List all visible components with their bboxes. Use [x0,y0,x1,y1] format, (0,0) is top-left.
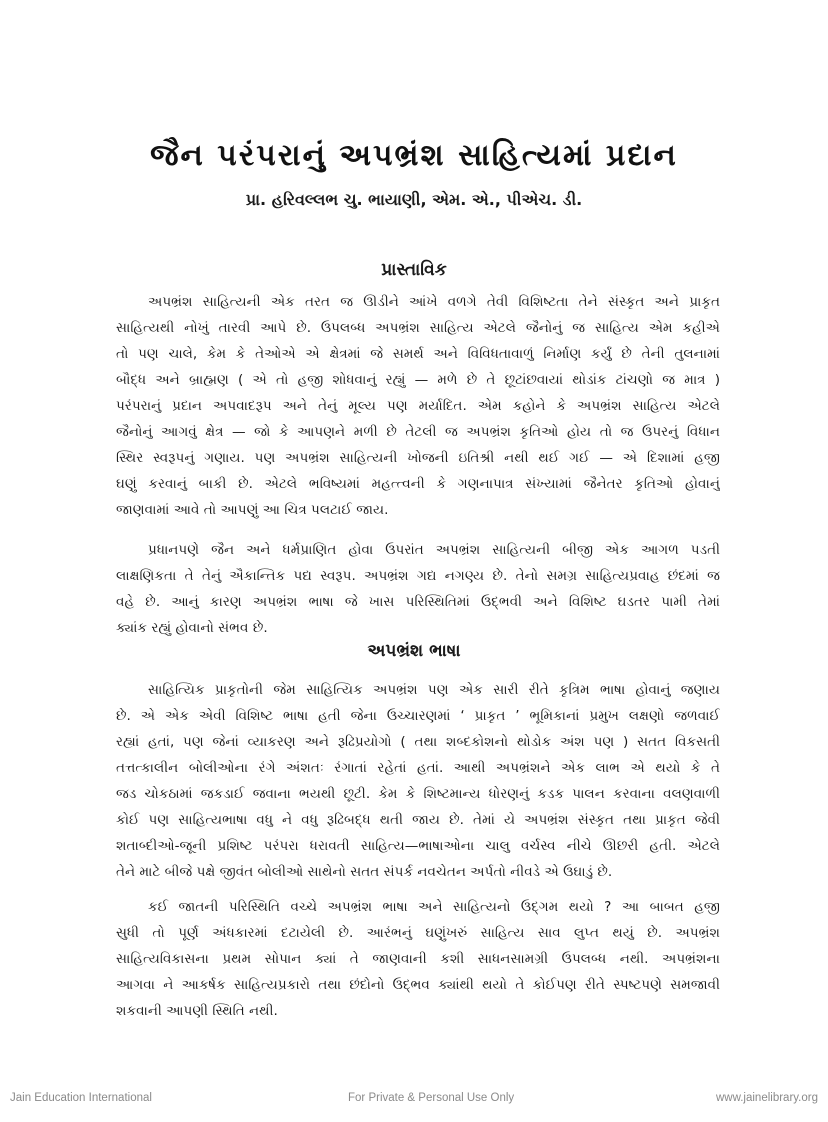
paragraph-line: જૈનોનું આગવું ક્ષેત્ર — જો કે આપણને મળી છે તેટલી જ અપભ્રંશ કૃતિઓ હોય તો જ ઉપરનું વિધાન [116,424,720,440]
paragraph-line: ઘણું કરવાનું બાકી છે. એટલે ભવિષ્યમાં મહત્ત્વની કે ગણનાપાત્ર સંખ્યામાં જૈનેતર કૃતિઓ હોવાનું [116,476,720,492]
paragraph-line: સાહિત્યથી નોખું તારવી આપે છે. ઉપલબ્ધ અપભ્રંશ સાહિત્ય એટલે જૈનોનું જ સાહિત્ય એમ કહીએ [116,320,720,336]
paragraph-line: કઈ જાતની પરિસ્થિતિ વચ્ચે અપભ્રંશ ભાષા અને સાહિત્યનો ઉદ્ગમ થયો ? આ બાબત હજી [148,899,720,915]
paragraph-line: અપભ્રંશ સાહિત્યની એક તરત જ ઊડીને આંખે વળગે તેવી વિશિષ્ટતા તેને સંસ્કૃત અને પ્રાકૃત [148,294,720,310]
paragraph-line: તત્તત્કાલીન બોલીઓના રંગે અંશતઃ રંગાતાં રહેતાં હતાં. આથી અપભ્રંશને એક લાભ એ થયો કે તે [116,760,720,776]
section-heading-apabhramsha-language: અપભ્રંશ ભાષા [367,641,461,661]
footer-website-link[interactable]: www.jainelibrary.org [715,1092,818,1104]
paragraph-line: શતાબ્દીઓ-જૂની પ્રશિષ્ટ પરંપરા ધરાવતી સાહિત્ય—ભાષાઓના ચાલુ વર્ચસ્વ નીચે ઊછરી હતી. એટલે [116,838,720,854]
footer-usage-notice: For Private & Personal Use Only [348,1092,515,1104]
paragraph-line: તો પણ ચાલે, કેમ કે તેઓએ એ ક્ષેત્રમાં જે સમર્થ અને વિવિધતાવાળું નિર્માણ કર્યું છે તેની તુલનામાં [116,346,720,362]
page-footer [0,1092,828,1112]
paragraph-line: સ્થિર સ્વરૂપનું ગણાય. પણ અપભ્રંશ સાહિત્યની ખોજની ઇતિશ્રી નથી થઈ ગઈ — એ દિશામાં હજી [116,450,720,466]
paragraph-line: લાક્ષણિકતા તે તેનું ઐકાન્તિક પદ્ય સ્વરૂપ. અપભ્રંશ ગદ્ય નગણ્ય છે. તેનો સમગ્ર સાહિત્યપ્રવાહ છંદમાં જ [116,568,720,584]
paragraph-line: વહે છે. આનું કારણ અપભ્રંશ ભાષા જે ખાસ પરિસ્થિતિમાં ઉદ્ભવી અને વિશિષ્ટ ઘડતર પામી તેમાં [116,594,720,610]
paragraph-line: પરંપરાનું પ્રદાન અપવાદરૂપ અને તેનું મૂલ્ય પણ મર્યાદિત. એમ કહોને કે અપભ્રંશ સાહિત્ય એટલે [116,398,720,414]
paragraph-line: સુધી તો પૂર્ણ અંધકારમાં દટાયેલી છે. આરંભનું ઘણુંખરું સાહિત્ય સાવ લુપ્ત થયું છે. અપભ્રંશ [116,925,720,941]
paragraph-line: ક્યાંક રહ્યું હોવાનો સંભવ છે. [116,620,268,636]
paragraph-line: સાહિત્યિક પ્રાકૃતોની જેમ સાહિત્યિક અપભ્રંશ પણ એક સારી રીતે કૃત્રિમ ભાષા હોવાનું જણાય [148,682,720,698]
paragraph-line: સાહિત્યવિકાસના પ્રથમ સોપાન ક્યાં તે જાણવાની કશી સાધનસામગ્રી ઉપલબ્ધ નથી. અપભ્રંશના [116,951,720,967]
paragraph-line: જાણવામાં આવે તો આપણું આ ચિત્ર પલટાઈ જાય. [116,502,389,518]
author-byline: પ્રા. હરિવલ્લભ ચુ. ભાયાણી, એમ. એ., પીએચ. ડી. [245,190,583,209]
paragraph-line: પ્રધાનપણે જૈન અને ધર્મપ્રાણિત હોવા ઉપરાંત અપભ્રંશ સાહિત્યની બીજી એક આગળ પડતી [148,542,720,558]
paragraph-line: રહ્યાં હતાં, પણ જેનાં વ્યાકરણ અને રૂઢિપ્રયોગો ( તથા શબ્દકોશનો થોડોક અંશ પણ ) સતત વિકસતી [116,734,720,750]
paragraph-line: શકવાની આપણી સ્થિતિ નથી. [116,1003,278,1019]
paragraph-line: બૌદ્ધ અને બ્રાહ્મણ ( એ તો હજી શોધવાનું રહ્યું — મળે છે તે છૂટાંછવાયાં થોડાંક ટાંચણો જ માત્ર ) [116,372,720,388]
paragraph-line: કોઈ પણ સાહિત્યભાષા વધુ ને વધુ રૂઢિબદ્ધ થતી જાય છે. તેમાં યે અપભ્રંશ સંસ્કૃત તથા પ્રાકૃત જેવી [116,812,720,828]
page-title: જૈન પરંપરાનું અપભ્રંશ સાહિત્યમાં પ્રદાન [150,138,678,173]
footer-publisher: Jain Education International [10,1092,152,1104]
paragraph-line: આગવા ને આકર્ષક સાહિત્યપ્રકારો તથા છંદોનો ઉદ્ભવ ક્યાંથી થયો તે કોઈપણ રીતે સ્પષ્ટપણે સમજાવી [116,977,720,993]
paragraph-line: તેને માટે બીજે પક્ષે જીવંત બોલીઓ સાથેનો સતત સંપર્ક નવચેતન અર્પતો નીવડે એ ઉઘાડું છે. [116,864,613,880]
paragraph-line: જડ ચોકઠામાં જકડાઈ જવાના ભયથી છૂટી. કેમ કે શિષ્ટમાન્ય ધોરણનું કડક પાલન કરવાના વલણવાળી [116,786,720,802]
paragraph-line: છે. એ એક એવી વિશિષ્ટ ભાષા હતી જેના ઉચ્ચારણમાં ‘ પ્રાકૃત ’ ભૂમિકાનાં પ્રમુખ લક્ષણો જળવાઈ [116,708,720,724]
section-heading-introduction: પ્રાસ્તાવિક [381,260,447,280]
